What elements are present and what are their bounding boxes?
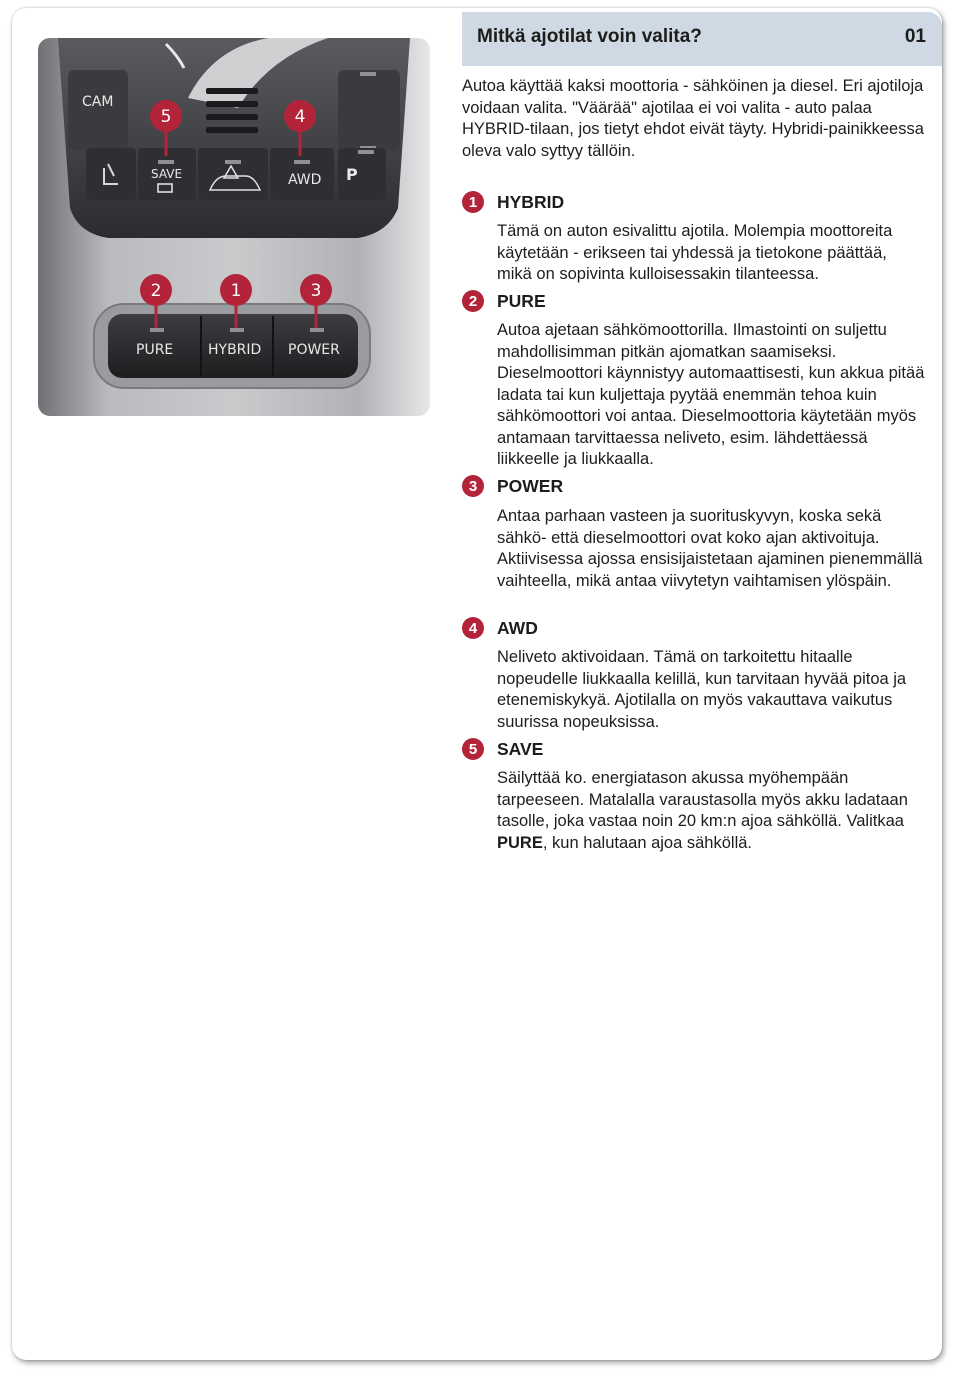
item-power-text: Antaa parhaan vasteen ja suorituskyvyn, koska sekä sähkö- että dieselmoottori ovat koko ajan aktivoituja. Aktiivisessa ajossa ensisijaistetaan ajaminen pienemmällä vaihteella, mikä antaa viivytetyn vaihtamisen ylöspäin. [497,507,923,590]
item-title: PURE [497,290,546,311]
item-title: HYBRID [497,191,565,212]
item-awd-heading [462,616,538,640]
svg-text:CAM: CAM [82,94,114,110]
item-hybrid-heading [462,190,564,214]
save-text-before: Säilyttää ko. energiatason akussa myöhempään tarpeeseen. Matalalla varaustasolla myös akku ladataan tasolle, joka vastaa noin 20 km:n ajoa sähköllä. Valitkaa [497,769,908,830]
item-number-badge: 1 [462,191,484,213]
svg-text:AWD: AWD [288,172,322,188]
save-text-after: , kun halutaan ajoa sähköllä. [542,833,752,852]
item-number-badge: 4 [462,617,484,639]
svg-text:HYBRID: HYBRID [208,342,262,358]
item-save-text [497,768,925,854]
item-title: POWER [497,475,564,496]
svg-text:PURE: PURE [136,342,174,358]
item-save-heading [462,737,543,761]
item-title: AWD [497,617,538,638]
item-number-badge: 2 [462,290,484,312]
svg-text:POWER: POWER [288,342,340,358]
item-power-heading [462,474,563,498]
item-awd-text: Neliveto aktivoidaan. Tämä on tarkoitettu hitaalle nopeudelle liukkaalla kelillä, kun tarvitaan hyvää pitoa ja etenemiskykyä. Ajotilalla on myös vakauttava vaikutus suurissa nopeuksissa. [497,648,907,731]
intro-paragraph: Autoa käyttää kaksi moottoria - sähköinen ja diesel. Eri ajotiloja voidaan valita. "Väärää" ajotilaa ei voi valita - auto palaa HYBRID-tilaan, jos tietyt ehdot eivät täyty. Hybridi-painikkeessa oleva valo syttyy tällöin. [462,77,924,160]
item-pure-text: Autoa ajetaan sähkömoottorilla. Ilmastointi on suljettu mahdollisimman pitkän ajomatkan saamiseksi. Dieselmoottori käynnistyy automaattisesti, kun akkua pitää ladata tai kun kuljettaja pyytää enemmän tehoa kuin sähkömoottori voi antaa. Dieselmoottoria käytetään myös antamaan tarvittaessa neliveto, esim. lähdettäessä liikkeelle ja liukkaalla. [497,321,925,468]
svg-text:P: P [346,165,358,184]
svg-text:5: 5 [160,107,172,127]
svg-text:SAVE: SAVE [151,167,183,181]
console-illustration [38,38,430,416]
svg-text:3: 3 [310,281,322,301]
item-number-badge: 3 [462,475,484,497]
item-hybrid-text: Tämä on auton esivalittu ajotila. Molempia moottoreita käytetään - erikseen tai yhdessä ja tietokone päättää, mikä on sopivinta kulloisessakin tilanteessa. [497,222,893,283]
item-pure-heading [462,289,546,313]
svg-text:2: 2 [150,281,162,301]
page-title: Mitkä ajotilat voin valita? [477,26,702,47]
svg-text:1: 1 [230,281,242,301]
item-title: SAVE [497,738,544,759]
chapter-number: 01 [904,26,926,47]
svg-text:4: 4 [294,107,306,127]
item-number-badge: 5 [462,738,484,760]
save-text-bold: PURE [497,833,543,852]
